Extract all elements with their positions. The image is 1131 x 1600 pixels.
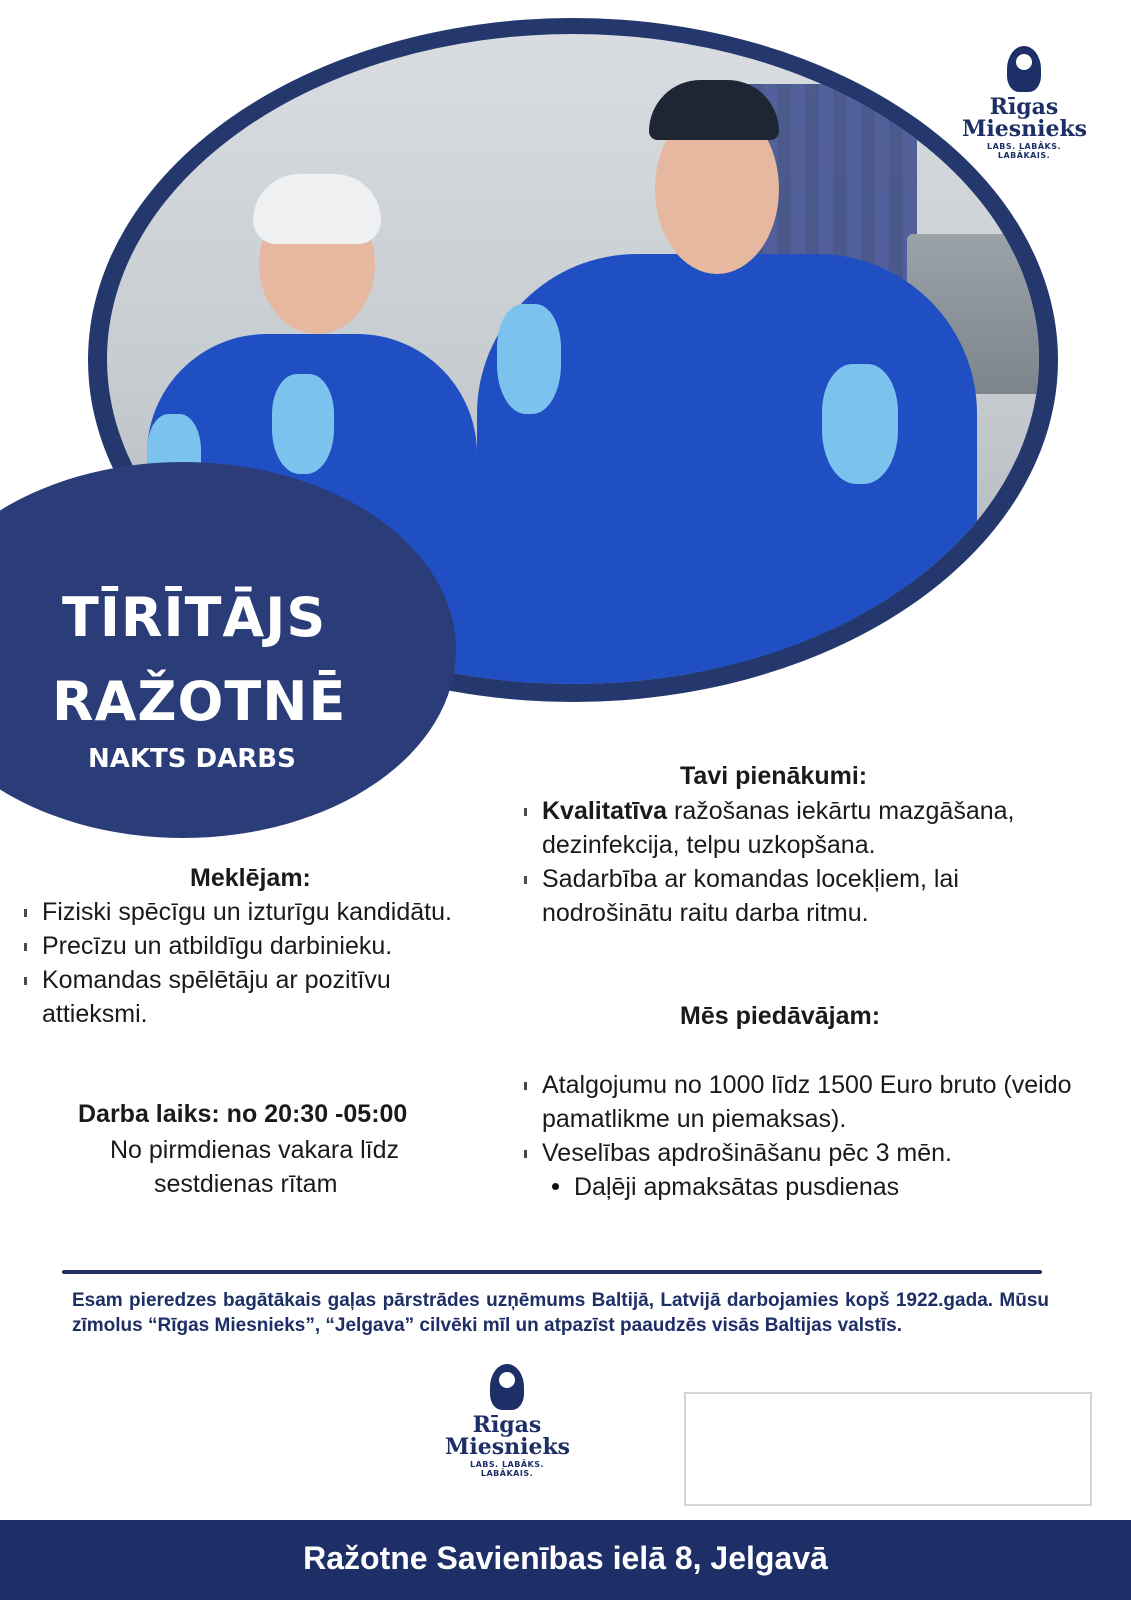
duties-list — [524, 794, 1084, 930]
job-title-line1: TĪRĪTĀJS — [62, 586, 327, 649]
empty-placeholder-box — [684, 1392, 1092, 1506]
logo-text-line1: Rīgas — [989, 94, 1059, 120]
list-item: Sadarbība ar komandas locekļiem, lai nodrošinātu raitu darba ritmu. — [524, 862, 1084, 930]
list-item: Daļēji apmaksātas pusdienas — [524, 1170, 1094, 1204]
duty-text: ražošanas iekārtu mazgāšana, dezinfekcija, telpu uzkopšana. — [542, 797, 1015, 859]
thumbs-up-glove — [822, 364, 898, 484]
looking-for-heading: Meklējam: — [190, 864, 311, 892]
list-item: Komandas spēlētāju ar pozitīvu attieksmi. — [24, 963, 474, 1031]
duties-heading: Tavi pienākumi: — [680, 762, 868, 790]
butcher-icon — [1007, 46, 1041, 92]
duty-emphasis: Kvalitatīva — [542, 797, 668, 825]
thumbs-up-glove — [497, 304, 561, 414]
footer-address: Ražotne Savienības ielā 8, Jelgavā — [303, 1540, 828, 1576]
work-hours-line1: No pirmdienas vakara līdz — [110, 1136, 400, 1164]
list-item: Veselības apdrošināšanu pēc 3 mēn. — [524, 1136, 1094, 1170]
brand-logo-bottom — [445, 1364, 569, 1478]
divider — [62, 1270, 1042, 1274]
list-item: Atalgojumu no 1000 līdz 1500 Euro bruto (veido pamatlikme un piemaksas). — [524, 1068, 1094, 1136]
list-item: Fiziski spēcīgu un izturīgu kandidātu. — [24, 895, 474, 929]
offer-list — [524, 1068, 1094, 1204]
butcher-icon — [490, 1364, 524, 1410]
logo-tagline: LABS. LABĀKS. LABĀKAIS. — [986, 142, 1062, 160]
company-description: Esam pieredzes bagātākais gaļas pārstrādes uzņēmums Baltijā, Latvijā darbojamies kopš 1922.gada. Mūsu zīmolus “Rīgas Miesnieks”, “Jelgava” cilvēki mīl un atpazīst paaudzēs visās Baltijas valstīs. — [72, 1290, 1049, 1336]
hairnet — [253, 174, 381, 244]
job-subtitle: NAKTS DARBS — [88, 744, 296, 774]
logo-tagline: LABS. LABĀKS. LABĀKAIS. — [469, 1460, 545, 1478]
offer-heading: Mēs piedāvājam: — [680, 1002, 881, 1030]
logo-text-line1: Rīgas — [472, 1412, 542, 1438]
brand-logo-top — [962, 46, 1086, 160]
logo-text-line2: Miesnieks — [962, 116, 1088, 142]
list-item: Precīzu un atbildīgu darbinieku. — [24, 929, 474, 963]
work-hours-heading: Darba laiks: no 20:30 -05:00 — [78, 1100, 408, 1128]
work-hours-line2: sestdienas rītam — [154, 1170, 338, 1198]
list-item — [524, 794, 1084, 862]
job-title-line2: RAŽOTNĒ — [52, 670, 347, 733]
looking-for-list — [24, 895, 474, 1031]
thumbs-up-glove — [272, 374, 334, 474]
logo-text-line2: Miesnieks — [445, 1434, 571, 1460]
